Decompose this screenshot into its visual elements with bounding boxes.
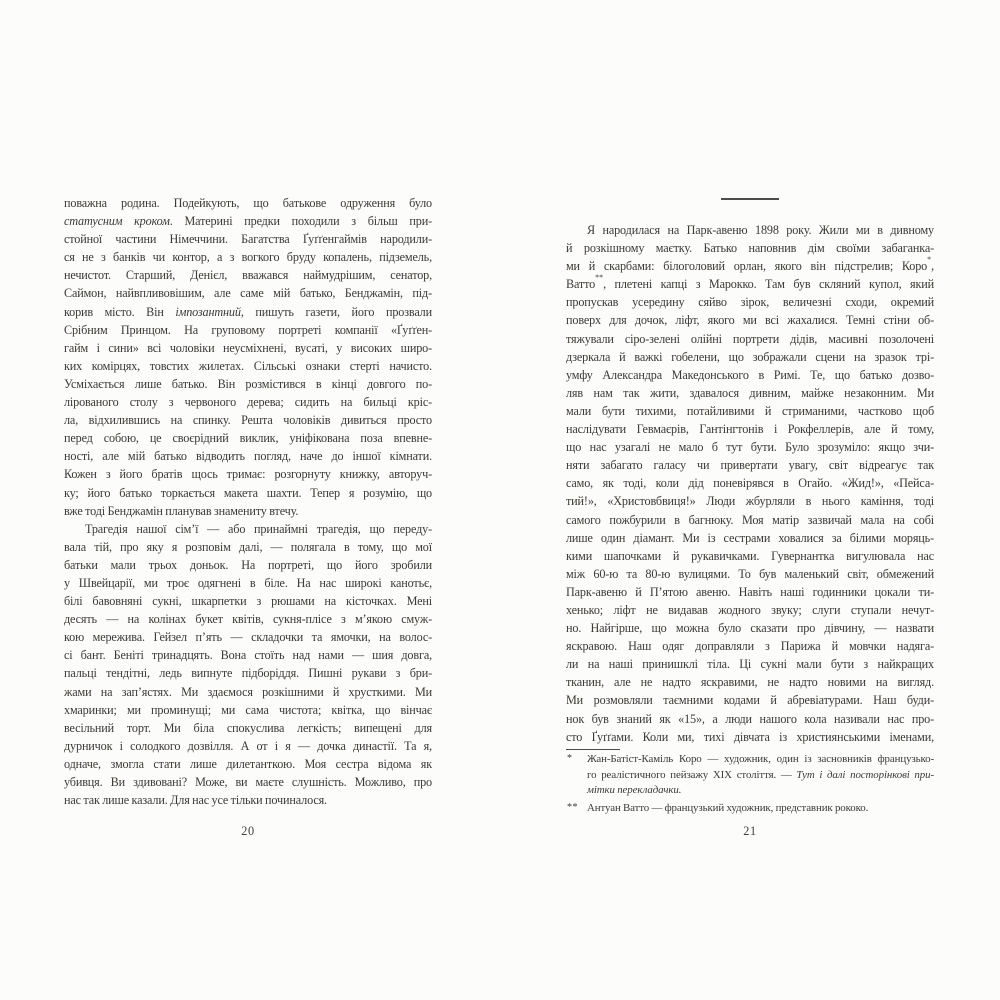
- text-line: хмаринки; ми проминущі; ми сама чистота; квітка, що вінчає: [64, 702, 432, 717]
- text-line: сто Ґуґґами. Коли ми, тихі дівчата із християнськими іменами,: [566, 729, 934, 744]
- text-line: корив місто. Він імпозантний, пишуть газети, його прозвали: [64, 304, 432, 319]
- footnotes-block: [566, 752, 934, 816]
- page-number-left: 20: [241, 824, 255, 838]
- left-page-text-column: [64, 194, 432, 809]
- text-line: няти забагато галасу чи привертати увагу, світ відреагує так: [566, 458, 934, 473]
- text-line: но. Найгірше, що можна було сказати про дівчину, — назвати: [566, 621, 934, 636]
- text-line: ся не з банків чи контор, а з вогкого бруду копалень, підземель,: [64, 250, 432, 265]
- text-line: лише один діамант. Ми із сестрами ховалися за білими моряць-: [566, 530, 934, 545]
- text-line: Я народилася на Парк-авеню 1898 року. Жили ми в дивному: [587, 223, 934, 237]
- text-line: нас так лише казали. Для нас усе тільки починалося.: [64, 793, 327, 808]
- text-line: ності, але мій батько відводить погляд, наче до іншої кімнати.: [64, 449, 432, 464]
- text-line: убивця. Ви здивовані? Може, ви маєте слушність. Можливо, про: [64, 775, 432, 789]
- text-line: білі бавовняні сукні, шкарпетки з рюшами на кісточках. Мені: [64, 594, 432, 609]
- text-line: поважна родина. Подейкують, що батькове одруження було: [64, 196, 432, 210]
- text-line: стойної частини Німеччини. Багатства Ґуґґенгаймів народили-: [64, 232, 432, 247]
- text-line: нечистот. Старший, Денієл, вважався наймудрішим, сенатор,: [64, 268, 432, 283]
- text-line: гайм і сини» всі чоловіки неусміхнені, вусаті, у високих широ-: [64, 340, 432, 355]
- text-line: тканин, але не надто яскравими, не надто новими на вигляд.: [566, 675, 934, 690]
- text-line: Трагедія нашої сім’ї — або принаймні трагедія, що переду-: [85, 521, 432, 536]
- text-line: між 60-ю та 80-ю вулицями. То був маленький світ, обмежений: [566, 566, 934, 581]
- text-line: статусним кроком. Материні предки походили з більш при-: [64, 214, 432, 229]
- text-line: вала тій, про яку я розповім далі, — полягала в тому, що мої: [64, 539, 432, 554]
- text-line: Срібним Принцом. На груповому портреті компанії «Ґуґґен-: [64, 322, 432, 337]
- text-line: мали бути тихими, потайливими й стриманими, частково щоб: [566, 403, 934, 418]
- text-line: перед собою, це своєрідний виклик, уніфікована поза впевне-: [64, 431, 432, 446]
- text-line: Ми розмовляли таємними кодами й абревіатурами. Наш буди-: [566, 693, 934, 708]
- text-line: батьки мали трьох доньок. На портреті, що його зробили: [64, 557, 432, 572]
- text-line: одначе, змогла стати лише дилетанткою. Моя сестра відома як: [64, 756, 432, 771]
- text-line: десять — на колінах букет квітів, сукня-плісе з м’якою смуж-: [64, 612, 432, 627]
- text-line: Парк-авеню й П’ятою авеню. Навіть наші годинники цокали ти-: [566, 584, 934, 599]
- text-line: ляв нам так жити, здавалося дивним, майже незаконним. Ми: [566, 385, 934, 400]
- text-line: яскравою. Наш одяг доправляли з Парижа й мовчки надяга-: [566, 639, 934, 654]
- text-line: ла, відхилившись на спинку. Решта чоловіків дивиться просто: [64, 413, 432, 428]
- footnote-marker: **: [567, 801, 578, 813]
- text-line: пальці тендітні, ледь випнуте підборіддя. Пишні рукави з бри-: [64, 666, 432, 681]
- text-line: Усміхається лише батько. Він розмістився в кінці довгого по-: [64, 376, 432, 391]
- text-line: дурничок і солодкого дозвілля. А от і я — дочка династії. Та я,: [64, 738, 432, 753]
- text-line: кими шапочками й рукавичками. Гувернантка вигулювала нас: [566, 548, 934, 563]
- text-line: тяжували сіро-зелені олійні портрети дідів, масивні позолочені: [566, 331, 934, 346]
- text-line: кою мережива. Гейзел п’ять — складочки та ямочки, на волос-: [64, 630, 432, 645]
- footnote-marker: *: [567, 753, 573, 765]
- text-line: ли на наші принишклі тіла. Ці сукні мали бути з найкращих: [566, 657, 934, 672]
- text-line: ми й скарбами: білоголовий орлан, якого він підстрелив; Коро*,: [566, 254, 934, 274]
- text-line: що нас узагалі не мало б тут бути. Було зрозуміло: якщо зчи-: [566, 440, 934, 455]
- text-line: го реалістичного пейзажу XIX століття. — Тут і далі посторінкові при-: [587, 768, 934, 781]
- text-line: самого пожбурили в багнюку. Моя матір зазвичай мала на собі: [566, 512, 934, 527]
- text-line: мітки перекладачки.: [587, 784, 682, 797]
- right-page-text-column: [566, 198, 934, 816]
- text-line: тий!», «Христовбвиця!» Люди жбурляли в нього каміння, тоді: [566, 494, 934, 509]
- footnote-separator-rule: [566, 749, 620, 751]
- text-line: наслідувати Гевмаєрів, Гантінгтонів і Рокфеллерів, але й тому,: [566, 422, 934, 437]
- page-number-right: 21: [743, 824, 757, 838]
- text-line: дзеркала й важкі гобелени, що зображали сцени на зразок трі-: [566, 349, 934, 364]
- text-line: сі бант. Беніті тринадцять. Вона стоїть над нами — шия довга,: [64, 648, 432, 663]
- text-line: лірованого столу з червоного дерева; сидить на бильці кріс-: [64, 395, 432, 410]
- right-page-body: [566, 221, 934, 746]
- section-divider-rule: [721, 198, 779, 200]
- text-line: ку; його батько торкається макета шахти. Тепер я розумію, що: [64, 485, 432, 500]
- text-line: жами на зап’ястях. Ми здаємося розкішними й хрусткими. Ми: [64, 684, 432, 699]
- text-line: само, як тоді, коли дід поневірявся в Огайо. «Жид!», «Пейса-: [566, 476, 934, 491]
- text-line: весільний торт. Ми біла спокуслива легкість; випещені для: [64, 720, 432, 735]
- footnote-reference-marker: *: [927, 254, 932, 264]
- text-line: й розкішному маєтку. Батько наповнив дім своїми забаганка-: [566, 241, 934, 256]
- text-line: хенько; ліфт не видавав жодного звуку; слуги ступали нечут-: [566, 602, 934, 617]
- text-line: Саймон, найвпливовішим, але саме мій батько, Бенджамін, під-: [64, 286, 432, 301]
- text-line: нок був знаний як «15», а люди нашого кола називали нас про-: [566, 711, 934, 726]
- text-line: Антуан Ватто — французький художник, представник рококо.: [587, 801, 869, 814]
- text-line: Ватто**, плетені капці з Марокко. Там був скляний купол, який: [566, 272, 934, 292]
- text-line: пропускав усередину сяйво зірок, величезні сходи, окремий: [566, 295, 934, 310]
- text-line: ких комірцях, товстих жилетах. Сільські ознаки стерті начисто.: [64, 358, 432, 373]
- text-line: умфу Александра Македонського в Римі. Те, що батько дозво-: [566, 367, 934, 382]
- footnote-reference-marker: **: [595, 272, 604, 282]
- text-line: поверх для дочок, ліфт, якого ми всі жахалися. Темні стіни об-: [566, 313, 934, 328]
- text-line: Жан-Батіст-Каміль Коро — художник, один із засновників французько-: [587, 753, 934, 766]
- text-line: Кожен з його братів щось тримає: розгорнуту книжку, авторуч-: [64, 467, 432, 482]
- footnote: [566, 801, 934, 816]
- footnote: [566, 752, 934, 798]
- text-line: вже тоді Бенджамін планував знамениту втечу.: [64, 503, 299, 518]
- text-line: у Швейцарії, ми троє одягнені в біле. На нас широкі канотьє,: [64, 575, 432, 590]
